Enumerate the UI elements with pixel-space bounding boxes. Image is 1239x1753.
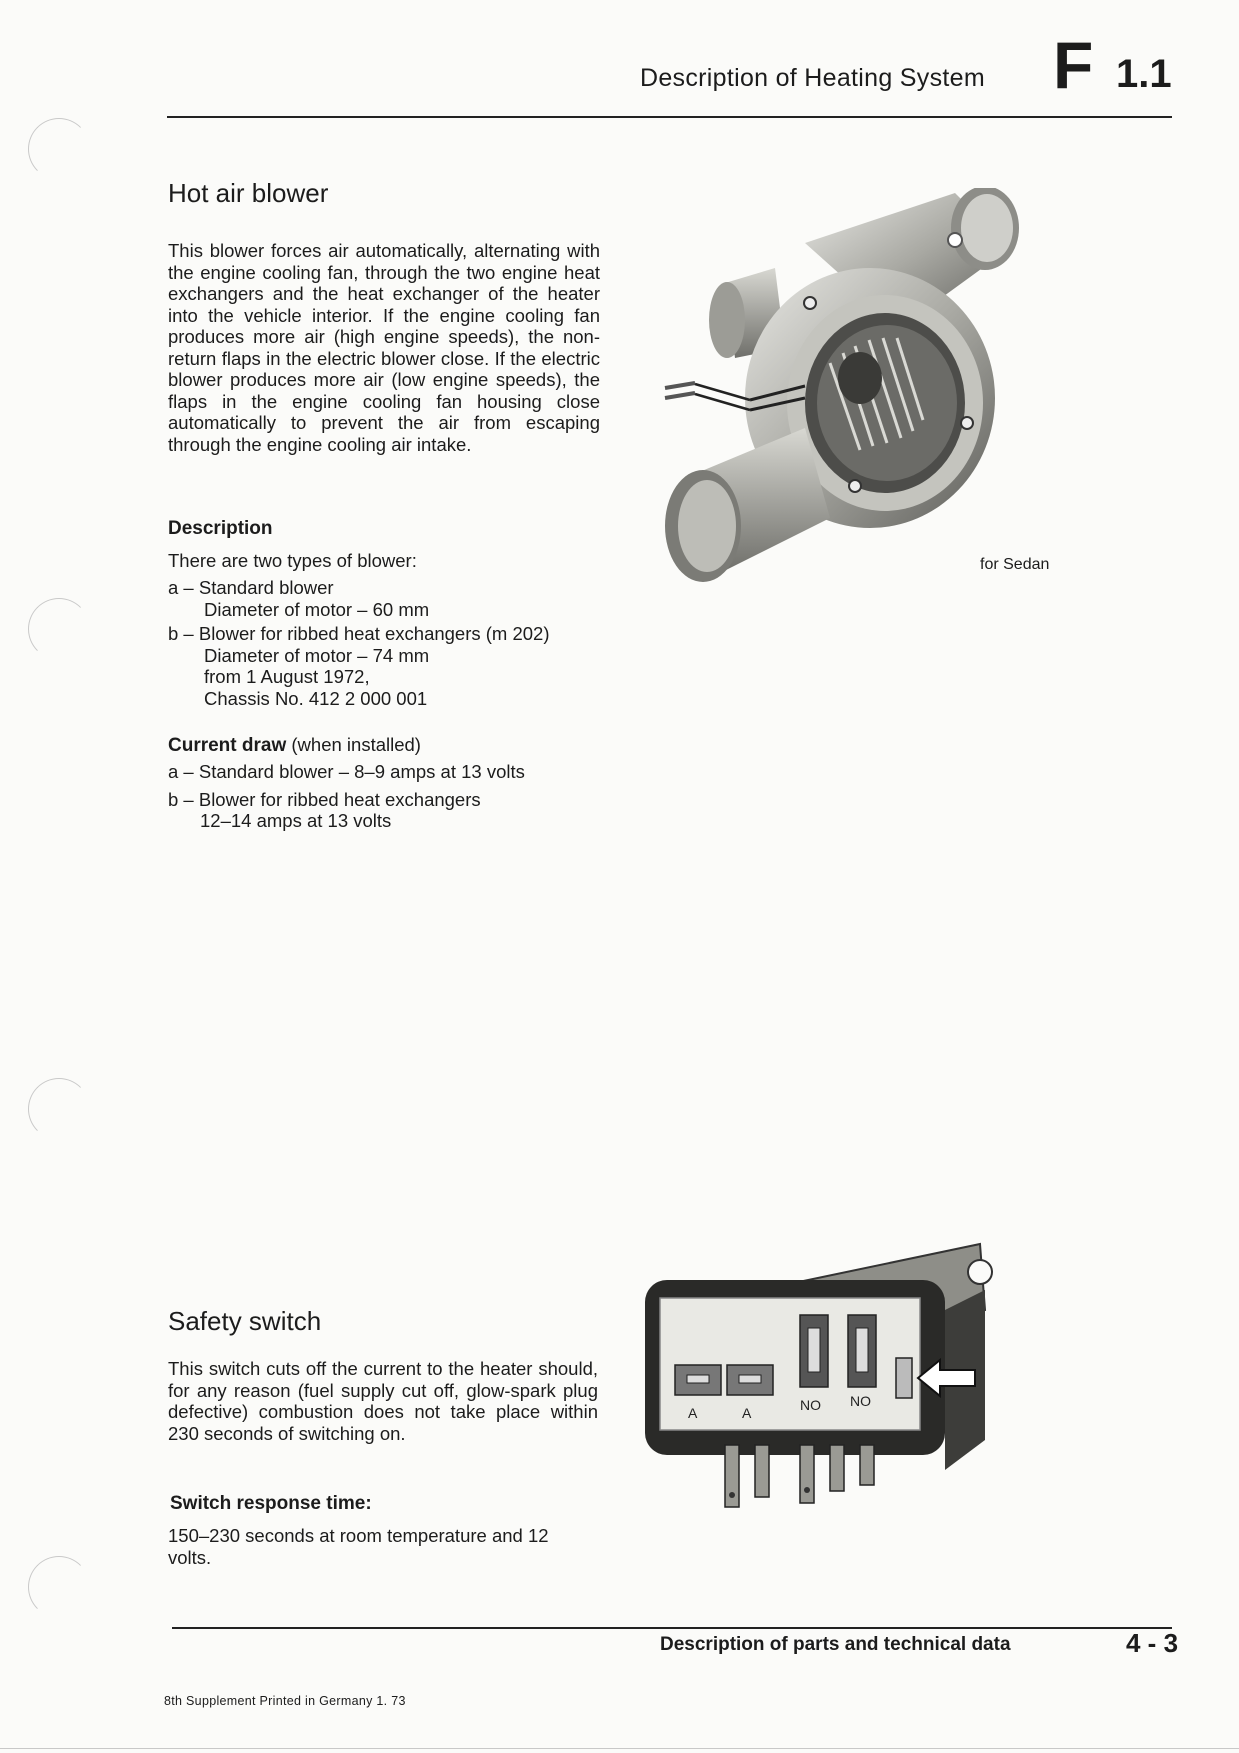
punch-hole-mark bbox=[28, 1556, 90, 1618]
section-number: 1.1 bbox=[1116, 52, 1172, 96]
list-item: 12–14 amps at 13 volts bbox=[200, 810, 392, 831]
current-draw-note: (when installed) bbox=[291, 734, 421, 755]
safety-switch-illustration bbox=[640, 1240, 1020, 1550]
safety-heading: Safety switch bbox=[168, 1306, 322, 1336]
section-letter: F bbox=[1053, 28, 1094, 102]
punch-hole-mark bbox=[28, 118, 90, 180]
blower-intro: This blower forces air automatically, alternating with the engine cooling fan, through the two engine heat exchangers and the heat exchanger of the heater into the vehicle interior. If the engine cooling fan produces more air (high engine speeds), the non-return flaps in the electric blower close. If the electric blower produces more air (low engine speeds), the flaps in the engine cooling fan housing close automatically to prevent the air from escaping through the engine cooling air intake. bbox=[168, 240, 600, 455]
terminal-label-a: A bbox=[688, 1405, 698, 1421]
list-item: a – Standard blower – 8–9 amps at 13 volts bbox=[168, 761, 525, 782]
list-item: Diameter of motor – 74 mm bbox=[204, 644, 430, 666]
running-title: Description of Heating System bbox=[640, 64, 985, 92]
blower-heading: Hot air blower bbox=[168, 178, 329, 208]
description-heading: Description bbox=[168, 518, 273, 539]
blower-caption: for Sedan bbox=[980, 556, 1050, 573]
list-item: a – Standard blower bbox=[168, 577, 334, 598]
list-item: b – Blower for ribbed heat exchangers bbox=[168, 788, 481, 810]
list-item: b – Blower for ribbed heat exchangers (m 202) bbox=[168, 623, 550, 644]
punch-hole-mark bbox=[28, 598, 90, 660]
header-rule bbox=[167, 116, 1172, 118]
hot-air-blower-illustration bbox=[655, 188, 1055, 593]
safety-intro: This switch cuts off the current to the heater should, for any reason (fuel supply cut off, glow-spark plug defective) combustion does not take place within 230 seconds of switching on. bbox=[168, 1358, 598, 1444]
terminal-label-no: NO bbox=[850, 1393, 871, 1409]
page-number: 4 - 3 bbox=[1126, 1628, 1179, 1658]
response-heading: Switch response time: bbox=[170, 1493, 372, 1514]
footer-title: Description of parts and technical data bbox=[660, 1634, 1011, 1655]
footer-rule bbox=[172, 1627, 1172, 1629]
imprint-line: 8th Supplement Printed in Germany 1. 73 bbox=[164, 1694, 406, 1708]
list-item: Chassis No. 412 2 000 001 bbox=[204, 687, 428, 709]
terminal-label-no: NO bbox=[800, 1397, 821, 1413]
punch-hole-mark bbox=[28, 1078, 90, 1140]
current-draw-heading bbox=[168, 734, 421, 757]
response-text: 150–230 seconds at room temperature and 12 volts. bbox=[168, 1525, 549, 1568]
current-draw-title: Current draw bbox=[168, 735, 287, 756]
page-edge bbox=[0, 1748, 1239, 1749]
current-draw-list bbox=[168, 761, 525, 832]
blower-type-list bbox=[168, 577, 550, 709]
list-item: from 1 August 1972, bbox=[204, 666, 370, 687]
description-lead: There are two types of blower: bbox=[168, 550, 417, 571]
terminal-label-a: A bbox=[742, 1405, 752, 1421]
list-item: Diameter of motor – 60 mm bbox=[204, 598, 430, 620]
